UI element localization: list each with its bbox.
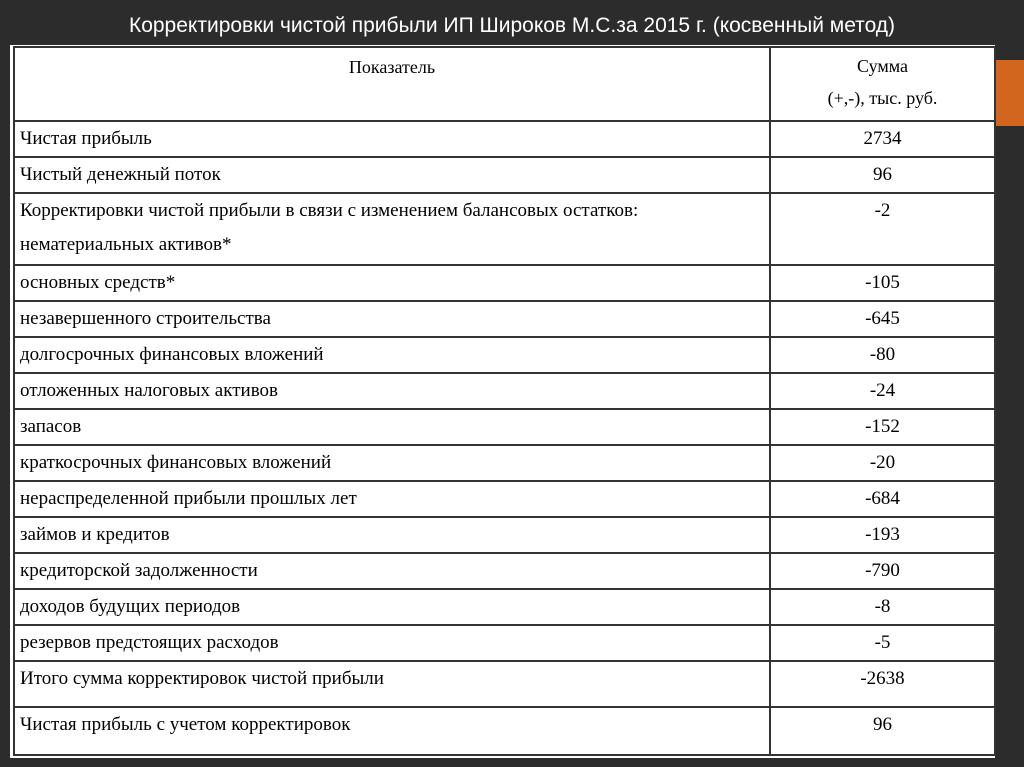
table-row — [14, 589, 995, 625]
row-value: -2 — [770, 193, 995, 265]
row-value: -24 — [770, 373, 995, 409]
row-label: займов и кредитов — [14, 517, 770, 553]
table-row — [14, 373, 995, 409]
table-row — [14, 409, 995, 445]
row-value: -645 — [770, 301, 995, 337]
header-amount — [770, 47, 995, 121]
row-value: -105 — [770, 265, 995, 301]
row-label: Итого сумма корректировок чистой прибыли — [14, 661, 770, 707]
table-row — [14, 337, 995, 373]
table-header-row — [14, 47, 995, 121]
row-label: Корректировки чистой прибыли в связи с изменением балансовых остатков: — [20, 200, 639, 221]
row-label: запасов — [14, 409, 770, 445]
table-row — [14, 301, 995, 337]
header-indicator: Показатель — [14, 47, 770, 121]
row-label: кредиторской задолженности — [14, 553, 770, 589]
row-label: краткосрочных финансовых вложений — [14, 445, 770, 481]
row-value: -790 — [770, 553, 995, 589]
row-value: -2638 — [770, 661, 995, 707]
row-label: Чистый денежный поток — [14, 157, 770, 193]
row-value: -8 — [770, 589, 995, 625]
row-label: незавершенного строительства — [14, 301, 770, 337]
row-label: отложенных налоговых активов — [14, 373, 770, 409]
row-value: -684 — [770, 481, 995, 517]
row-label: нераспределенной прибыли прошлых лет — [14, 481, 770, 517]
row-label: Чистая прибыль с учетом корректировок — [14, 707, 770, 755]
row-value: 2734 — [770, 121, 995, 157]
row-value: -20 — [770, 445, 995, 481]
table-row — [14, 481, 995, 517]
row-label: Чистая прибыль — [14, 121, 770, 157]
table-row — [14, 625, 995, 661]
row-label-sub: нематериальных активов* — [20, 234, 232, 255]
row-value: -80 — [770, 337, 995, 373]
table-row — [14, 121, 995, 157]
header-amount-line2: (+,-), тыс. руб. — [827, 88, 938, 108]
table-row-total — [14, 661, 995, 707]
row-label: доходов будущих периодов — [14, 589, 770, 625]
row-value: 96 — [770, 707, 995, 755]
row-value: -5 — [770, 625, 995, 661]
table-row — [14, 445, 995, 481]
row-label: резервов предстоящих расходов — [14, 625, 770, 661]
row-value: 96 — [770, 157, 995, 193]
slide-title: Корректировки чистой прибыли ИП Широков М.С.за 2015 г. (косвенный метод) — [128, 14, 896, 37]
row-value: -193 — [770, 517, 995, 553]
accent-bar — [996, 60, 1024, 126]
row-label-group — [14, 193, 770, 265]
table-row-final — [14, 707, 995, 755]
table-row — [14, 553, 995, 589]
table-row — [14, 157, 995, 193]
row-label: основных средств* — [14, 265, 770, 301]
table-row — [14, 193, 995, 265]
adjustments-table — [13, 46, 996, 756]
row-value: -152 — [770, 409, 995, 445]
table-row — [14, 517, 995, 553]
table-row — [14, 265, 995, 301]
row-label: долгосрочных финансовых вложений — [14, 337, 770, 373]
header-amount-line1: Сумма — [857, 56, 908, 76]
